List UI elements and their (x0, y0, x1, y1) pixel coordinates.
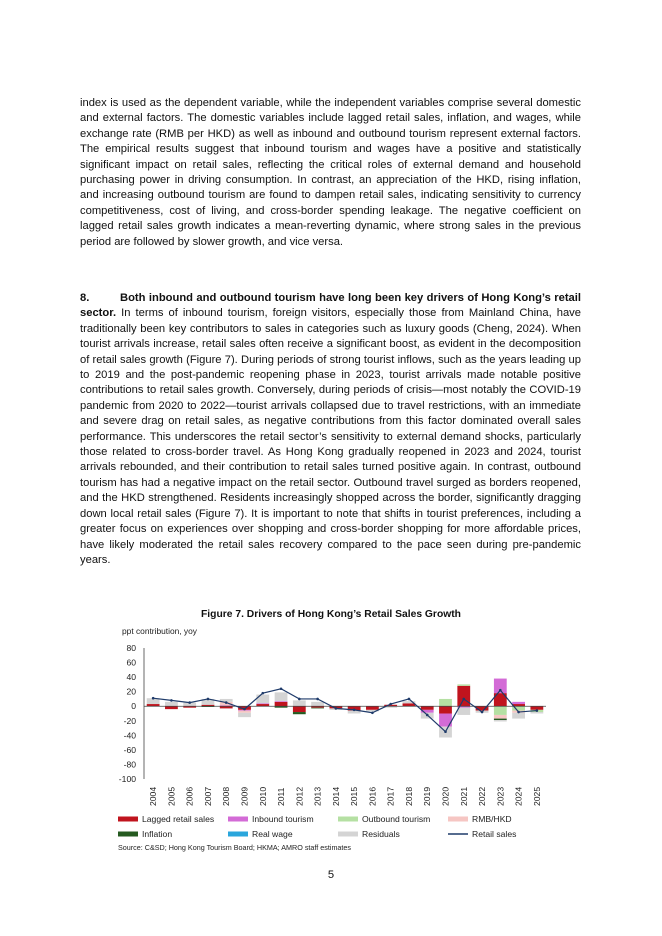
y-tick-label: 80 (126, 643, 136, 653)
retail-sales-point (243, 708, 246, 711)
bar-rmb (238, 711, 251, 713)
x-tick-label: 2006 (184, 786, 195, 806)
bar-residuals (530, 712, 543, 713)
retail-sales-point (444, 730, 447, 733)
paragraph-2 (80, 291, 581, 568)
bar-residuals (256, 695, 269, 704)
bar-residuals (165, 702, 178, 706)
page-number: 5 (327, 869, 335, 881)
figure-source: Source: C&SD; Hong Kong Tourism Board; HKMA; AMRO staff estimates (118, 843, 352, 852)
legend-label-inflation: Inflation (142, 829, 173, 839)
retail-sales-point (152, 697, 155, 700)
retail-sales-chart (110, 622, 560, 842)
bar-inbound (256, 703, 269, 704)
retail-sales-point (536, 709, 539, 712)
legend-label-retail_line: Retail sales (472, 829, 517, 839)
retail-sales-point (499, 689, 502, 692)
bar-lagged (421, 706, 434, 710)
bar-residuals (311, 702, 324, 706)
x-tick-label: 2020 (440, 786, 451, 806)
retail-sales-point (481, 711, 484, 714)
x-tick-label: 2018 (403, 786, 414, 806)
bar-residuals (293, 700, 306, 706)
retail-sales-point (170, 699, 173, 702)
retail-sales-point (389, 703, 392, 706)
legend-swatch-residuals (338, 832, 358, 837)
paragraph-2-body: In terms of inbound tourism, foreign visitors, especially those from Mainland China, have traditionally been key contributors to sales in categories such as luxury goods (Cheng, 2024). When tourist arrivals increase, retail sales often receive a significant boost, as evident in the decomposition of retail sales growth (Figure 7). During periods of strong tourist inflows, such as the years leading up to 2019 and the post-pandemic reopening phase in 2023, tourist arrivals made notable positive contributions to retail sales growth. Conversely, during periods of crisis—most notably the COVID-19 pandemic from 2020 to 2022—tourist arrivals collapsed due to travel restrictions, with an immediate and severe drag on retail sales, as negative contributions from this factor dominated overall sales performance. This underscores the retail sector’s sensitivity to external demand shocks, particularly those related to cross-border travel. As Hong Kong gradually reopened in 2023 and 2024, tourist arrivals rebounded, and their contribution to retail sales turned positive again. In contrast, outbound tourism has had a negative impact on the retail sector. Outbound travel surged as borders reopened, and the HKD strengthened. Residents increasingly shopped across the border, significantly dragging down local retail sales (Figure 7). It is important to note that shifts in tourist preferences, including a greater focus on experiences over shopping and cross-border shopping for more affordable prices, have likely moderated the retail sales recovery compared to the pace seen during pre-pandemic years. (80, 307, 581, 566)
y-tick-label: 60 (126, 657, 136, 668)
y-tick-label: -40 (123, 730, 136, 741)
bar-residuals (238, 713, 251, 717)
legend-label-rmb: RMB/HKD (472, 814, 512, 824)
retail-sales-point (298, 698, 301, 701)
legend-label-lagged: Lagged retail sales (142, 814, 215, 824)
x-tick-label: 2021 (458, 786, 469, 806)
retail-sales-point (462, 698, 465, 701)
bar-lagged (403, 703, 416, 706)
x-tick-label: 2013 (312, 786, 323, 806)
figure-title: Figure 7. Drivers of Hong Kong’s Retail Sales Growth (201, 609, 461, 620)
bar-lagged (275, 702, 288, 706)
x-tick-label: 2023 (495, 786, 506, 806)
y-tick-label: -60 (123, 744, 136, 755)
y-tick-label: 40 (126, 672, 136, 683)
bar-lagged (366, 706, 379, 710)
retail-sales-point (207, 698, 210, 701)
retail-sales-point (408, 698, 411, 701)
retail-sales-point (225, 701, 228, 704)
legend-swatch-lagged (118, 817, 138, 822)
legend-swatch-inflation (118, 832, 138, 837)
retail-sales-point (335, 707, 338, 710)
bar-lagged (293, 706, 306, 712)
retail-sales-point (371, 711, 374, 714)
retail-sales-point (280, 687, 283, 690)
bar-lagged (439, 706, 452, 713)
x-tick-label: 2009 (239, 786, 250, 806)
legend-label-inbound: Inbound tourism (252, 814, 314, 824)
x-tick-label: 2010 (257, 786, 268, 806)
x-tick-label: 2022 (477, 786, 488, 806)
y-tick-label: 20 (126, 686, 136, 697)
x-tick-label: 2019 (422, 786, 433, 806)
retail-sales-point (261, 692, 264, 695)
x-tick-label: 2024 (513, 786, 524, 806)
y-tick-label: -100 (118, 774, 136, 784)
legend-swatch-outbound (338, 817, 358, 822)
bar-rmb (494, 715, 507, 719)
x-tick-label: 2015 (349, 786, 360, 806)
legend-swatch-inbound (228, 817, 248, 822)
y-tick-label: 0 (131, 701, 136, 712)
paragraph-1: index is used as the dependent variable, while the independent variables comprise several domestic and external factors. The domestic variables include lagged retail sales, inflation, and wages, while exchange rate (RMB per HKD) as well as inbound and outbound tourism represent external factors. The empirical results suggest that inbound tourism and wages have a positive and statistically significant impact on retail sales, reflecting the critical roles of external demand and household purchasing power in driving consumption. In contrast, an appreciation of the HKD, rising inflation, and increasing outbound tourism are found to dampen retail sales, indicating sensitivity to currency competitiveness, cost of living, and cross-border spending leakage. The negative coefficient on lagged retail sales growth indicates a mean-reverting dynamic, where strong sales in the previous period are followed by slower growth, and vice versa. (80, 97, 581, 248)
x-tick-label: 2004 (148, 786, 159, 806)
bar-residuals (512, 713, 525, 719)
retail-sales-point (517, 711, 520, 714)
legend-swatch-rmb (448, 817, 468, 822)
x-tick-label: 2007 (202, 786, 213, 806)
bar-lagged (165, 706, 178, 709)
retail-sales-line (153, 689, 537, 732)
x-tick-label: 2011 (276, 787, 287, 806)
bar-residuals (275, 692, 288, 701)
retail-sales-point (353, 709, 356, 712)
bar-outbound (439, 699, 452, 706)
y-tick-label: -20 (123, 715, 136, 726)
legend-label-wage: Real wage (252, 829, 293, 839)
bar-inbound (512, 702, 525, 704)
x-tick-label: 2012 (294, 786, 305, 806)
bar-residuals (457, 708, 470, 715)
legend-label-residuals: Residuals (362, 829, 400, 839)
retail-sales-point (426, 714, 429, 717)
x-tick-label: 2014 (330, 786, 341, 806)
legend-swatch-wage (228, 832, 248, 837)
legend-label-outbound: Outbound tourism (362, 814, 431, 824)
x-tick-label: 2008 (221, 786, 232, 806)
bar-lagged (457, 686, 470, 706)
bar-residuals (494, 720, 507, 721)
section-number: 8. (80, 292, 90, 304)
bar-outbound (494, 706, 507, 715)
section-heading: Both inbound and outbound tourism have long been key drivers of Hong Kong’s retail sector. (80, 292, 581, 320)
bar-outbound (457, 684, 470, 685)
x-tick-label: 2025 (531, 786, 542, 806)
x-tick-label: 2017 (385, 786, 396, 806)
y-axis-label: ppt contribution, yoy (122, 626, 197, 636)
bar-inflation (293, 712, 306, 714)
x-tick-label: 2016 (367, 786, 378, 806)
bar-inflation (494, 719, 507, 720)
bar-inflation (311, 708, 324, 709)
retail-sales-point (188, 701, 191, 704)
retail-sales-point (316, 698, 319, 701)
y-tick-label: -80 (123, 759, 136, 770)
bar-inbound (275, 701, 288, 702)
x-tick-label: 2005 (166, 786, 177, 806)
